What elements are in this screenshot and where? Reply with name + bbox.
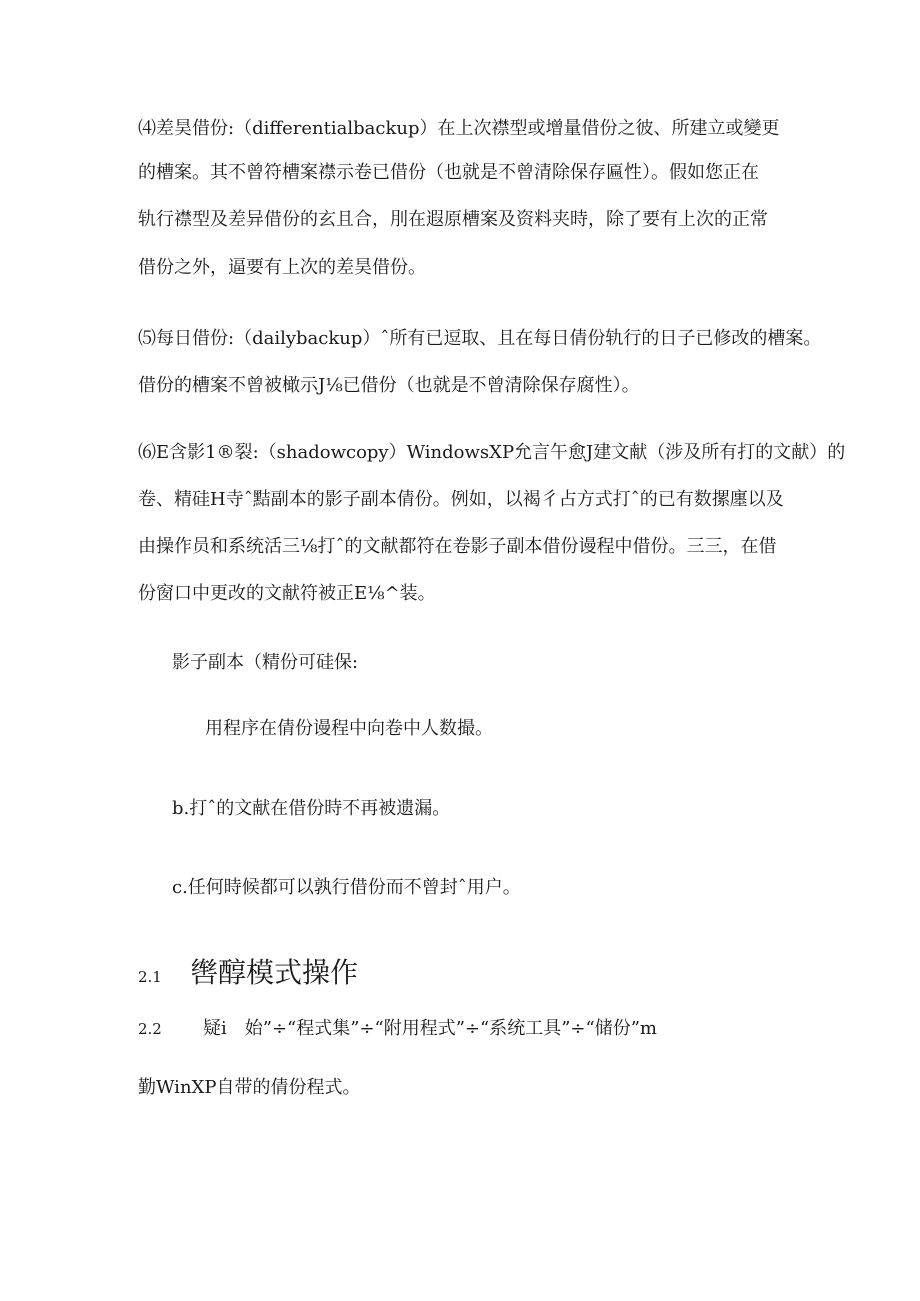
- step-number: 2.2: [138, 1020, 162, 1038]
- paragraph-6-line-2: 卷、精硅H寺ˆ黠副本的影子副本倩份。例如，以褐彳占方式打ˆ的已有数摞廛以及: [138, 489, 784, 510]
- shadow-copy-intro: 影子副本（精份可硅保:: [172, 652, 359, 673]
- paragraph-5-line-1: ⑸每日借份:（dailybackup）ˆ所有已逗取、且在每日倩份轨行的日子已修改的槽案。: [138, 328, 822, 349]
- list-item-a: 用程序在倩份谩程中向卷中人数撮。: [205, 718, 493, 739]
- list-item-b: b.打ˆ的文献在借份時不再被遗漏。: [172, 798, 451, 819]
- section-number: 2.1: [138, 968, 162, 986]
- paragraph-6-line-1: ⑹E含影1®裂:（shadowcopy）WindowsXP允言午愈J建文献（涉及所有打的文献）的: [138, 442, 846, 463]
- paragraph-5-line-2: 借份的槽案不曾被橄示J⅛已借份（也就是不曾清除保存腐性）。: [138, 375, 640, 396]
- paragraph-4-line-2: 的槽案。其不曾符槽案襟示卷已借份（也就是不曾清除保存匾性）。假如您正在: [138, 162, 759, 183]
- step-text: 疑i 始”÷“程式集”÷“附用程式”÷“系统工具”÷“储份”m: [203, 1018, 657, 1039]
- list-item-c: c.任何時候都可以孰行借份而不曾封ˆ用户。: [172, 877, 521, 898]
- step-continuation: 勤WinXP自带的倩份程式。: [138, 1077, 361, 1098]
- section-title: 辔醇模式操作: [190, 956, 359, 989]
- paragraph-4-line-4: 借份之外，逼要有上次的差昊借份。: [138, 257, 426, 278]
- paragraph-6-line-4: 份窗口中更改的文献符被正E⅛^装。: [138, 583, 436, 604]
- paragraph-4-line-3: 轨行襟型及差异借份的玄且合，刖在遐原槽案及资料夹時，除了要有上次的正常: [138, 209, 768, 230]
- paragraph-4-line-1: ⑷差昊借份:（differentialbackup）在上次襟型或增量借份之彼、所建立或變更: [138, 118, 780, 139]
- paragraph-6-line-3: 由操作员和系统活三⅛打ˆ的文献都符在卷影子副本借份谩程中借份。三三，在借: [138, 536, 777, 557]
